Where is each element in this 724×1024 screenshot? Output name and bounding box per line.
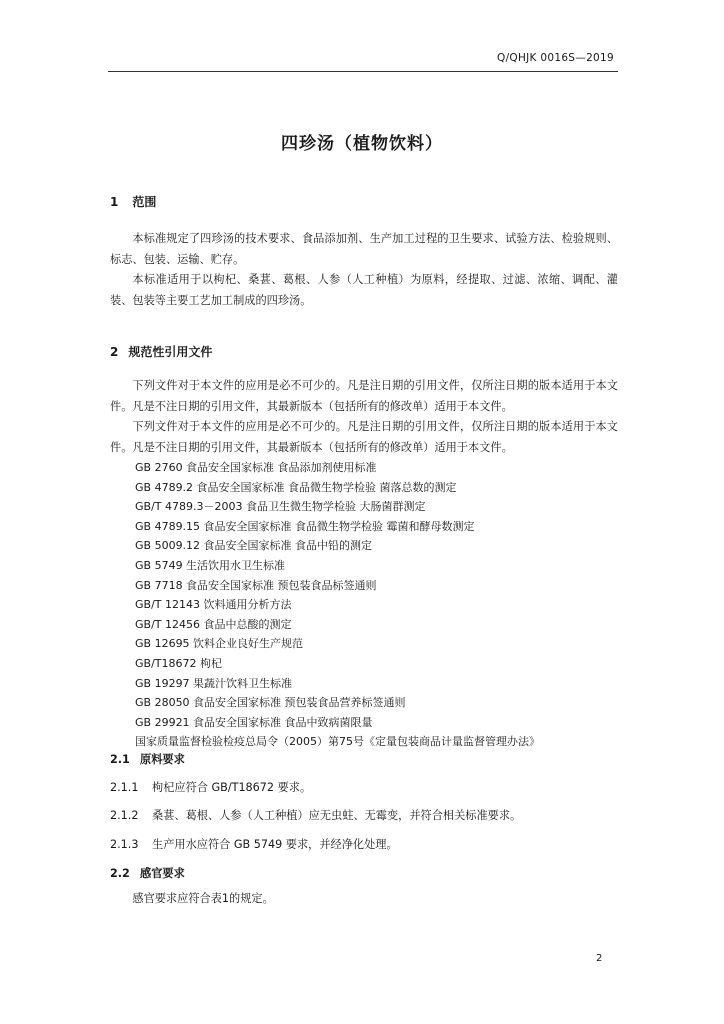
reference-item: GB 4789.15 食品安全国家标准 食品微生物学检验 霉菌和酵母数测定 xyxy=(135,519,475,533)
section-number: 2.1 xyxy=(110,753,130,766)
reference-item: GB/T 12456 食品中总酸的测定 xyxy=(135,617,292,631)
reference-item: GB/T 12143 饮料通用分析方法 xyxy=(135,598,292,612)
section-number: 1 xyxy=(110,195,119,209)
reference-list xyxy=(135,458,540,752)
section-title: 感官要求 xyxy=(140,867,185,880)
scope-paragraph: 本标准规定了四珍汤的技术要求、食品添加剂、生产加工过程的卫生要求、试验方法、检验规则、标志、包装、运输、贮存。 xyxy=(110,232,618,266)
reference-item: 国家质量监督检验检疫总局令（2005）第75号《定量包装商品计量监督管理办法》 xyxy=(135,735,540,749)
reference-intro-paragraph: 下列文件对于本文件的应用是必不可少的。凡是注日期的引用文件，仅所注日期的版本适用于本文件。凡是不注日期的引用文件，其最新版本（包括所有的修改单）适用于本文件。 xyxy=(110,420,618,454)
document-title: 四珍汤（植物饮料） xyxy=(281,134,443,154)
section-2-heading xyxy=(110,343,212,360)
standard-code: Q/QHJK 0016S—2019 xyxy=(497,52,614,64)
section-title: 范围 xyxy=(132,195,157,209)
scope-paragraph: 本标准适用于以枸杞、桑葚、葛根、人参（人工种植）为原料，经提取、过滤、浓缩、调配、灌装、包装等主要工艺加工制成的四珍汤。 xyxy=(110,273,618,307)
section-1-heading xyxy=(110,193,156,210)
reference-item: GB 5749 生活饮用水卫生标准 xyxy=(135,558,286,572)
clause-text: 桑葚、葛根、人参（人工种植）应无虫蛀、无霉变，并符合相关标准要求。 xyxy=(152,809,522,822)
reference-item: GB 28050 食品安全国家标准 预包装食品营养标签通则 xyxy=(135,696,406,710)
reference-item: GB 12695 饮料企业良好生产规范 xyxy=(135,637,304,651)
clause-text: 生产用水应符合 GB 5749 要求，并经净化处理。 xyxy=(152,838,398,851)
header-rule xyxy=(108,71,618,72)
section-2-1-heading xyxy=(110,751,185,767)
section-number: 2.2 xyxy=(110,867,130,880)
section-title: 原料要求 xyxy=(140,753,185,766)
clause-number: 2.1.1 xyxy=(110,781,139,794)
clause-2-1-1 xyxy=(110,779,311,795)
section-title: 规范性引用文件 xyxy=(128,345,213,359)
reference-item: GB 5009.12 食品安全国家标准 食品中铅的测定 xyxy=(135,539,373,553)
reference-item: GB 19297 果蔬汁饮料卫生标准 xyxy=(135,676,293,690)
page-number: 2 xyxy=(596,953,603,964)
reference-item: GB/T 4789.3－2003 食品卫生微生物学检验 大肠菌群测定 xyxy=(135,500,426,514)
section-number: 2 xyxy=(110,345,119,359)
section-2-2-heading xyxy=(110,865,185,881)
clause-2-1-3 xyxy=(110,836,398,852)
reference-item: GB 2760 食品安全国家标准 食品添加剂使用标准 xyxy=(135,461,377,474)
clause-text: 枸杞应符合 GB/T18672 要求。 xyxy=(152,781,312,794)
reference-item: GB 29921 食品安全国家标准 食品中致病菌限量 xyxy=(135,715,373,729)
reference-item: GB 4789.2 食品安全国家标准 食品微生物学检验 菌落总数的测定 xyxy=(135,480,457,494)
sensory-paragraph: 感官要求应符合表1的规定。 xyxy=(132,892,274,905)
reference-item: GB 7718 食品安全国家标准 预包装食品标签通则 xyxy=(135,578,377,592)
clause-number: 2.1.2 xyxy=(110,809,139,822)
reference-intro-paragraph: 下列文件对于本文件的应用是必不可少的。凡是注日期的引用文件，仅所注日期的版本适用于本文件。凡是不注日期的引用文件，其最新版本（包括所有的修改单）适用于本文件。 xyxy=(110,379,618,413)
clause-number: 2.1.3 xyxy=(110,838,139,851)
reference-item: GB/T18672 枸杞 xyxy=(135,656,222,670)
clause-2-1-2 xyxy=(110,807,521,823)
